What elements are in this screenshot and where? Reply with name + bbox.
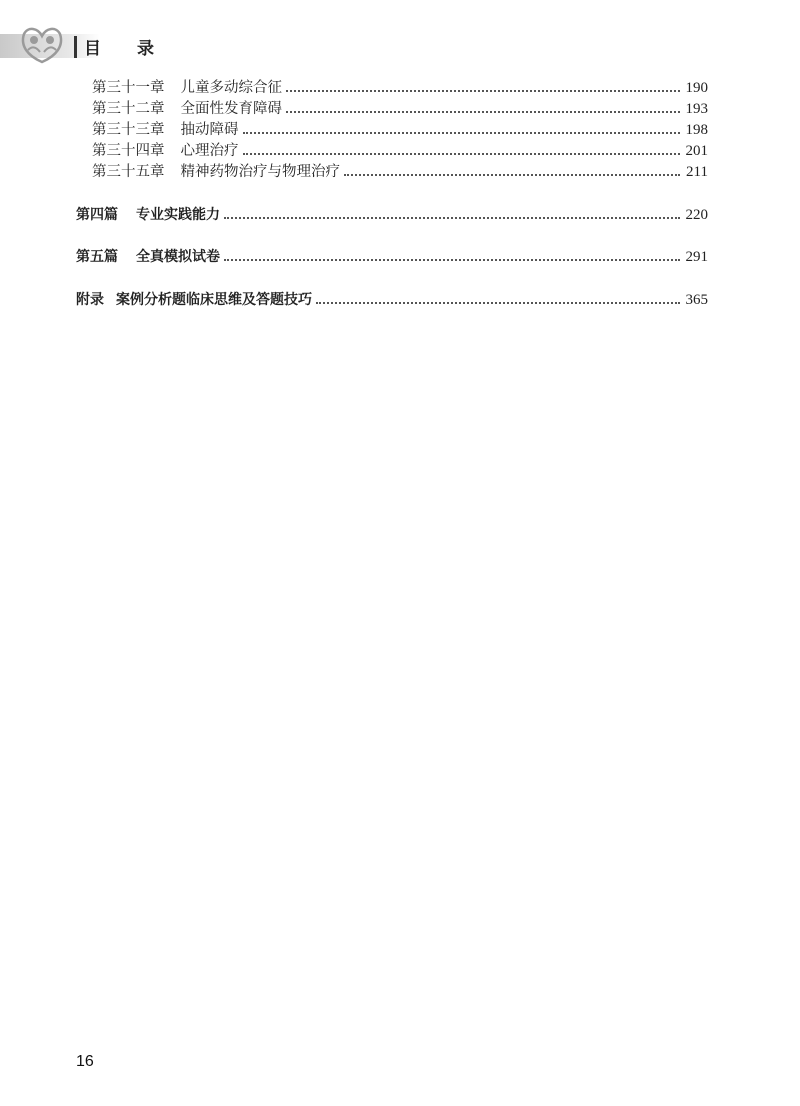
dot-leader [344, 174, 680, 176]
logo-icon [10, 22, 74, 66]
toc-entry-part-4[interactable] [76, 206, 708, 224]
running-header [0, 22, 800, 68]
dot-leader [224, 217, 680, 219]
toc-entry-title: 全面性发育障碍 [180, 101, 282, 117]
toc-entry-title: 全真模拟试卷 [136, 249, 220, 265]
toc-entry-title: 儿童多动综合征 [180, 80, 282, 96]
toc-entry-title: 抽动障碍 [180, 122, 239, 138]
toc-entry-chapter-32[interactable] [92, 100, 708, 118]
page-number: 16 [76, 1053, 94, 1070]
toc-entry-label: 第三十三章 [92, 122, 165, 138]
toc-entry-label: 第三十一章 [92, 80, 165, 96]
toc-entry-page: 211 [686, 164, 708, 180]
toc-entry-label: 附录 [76, 292, 104, 308]
dot-leader [286, 90, 680, 92]
toc-entry-title: 心理治疗 [180, 143, 239, 159]
toc-entry-chapter-34[interactable] [92, 142, 708, 160]
toc-entry-page: 201 [685, 143, 708, 159]
header-title: 目录 [84, 39, 190, 59]
toc-entry-label: 第三十五章 [92, 164, 165, 180]
toc-entry-label: 第五篇 [76, 249, 118, 265]
toc-entry-page: 365 [685, 292, 708, 308]
dot-leader [316, 302, 680, 304]
header-divider [74, 36, 77, 58]
toc-entry-label: 第三十四章 [92, 143, 165, 159]
dot-leader [243, 153, 680, 155]
toc-entry-page: 193 [685, 101, 708, 117]
toc-entry-chapter-35[interactable] [92, 163, 708, 181]
toc-entry-chapter-33[interactable] [92, 121, 708, 139]
toc-entry-page: 291 [685, 249, 708, 265]
toc-entry-label: 第四篇 [76, 207, 118, 223]
toc-entry-title: 专业实践能力 [136, 207, 220, 223]
dot-leader [243, 132, 680, 134]
toc-entry-page: 190 [685, 80, 708, 96]
dot-leader [224, 259, 680, 261]
toc-entry-part-5[interactable] [76, 248, 708, 266]
toc-entry-title: 精神药物治疗与物理治疗 [180, 164, 340, 180]
toc-entry-page: 220 [685, 207, 708, 223]
toc-entry-label: 第三十二章 [92, 101, 165, 117]
toc-entry-title: 案例分析题临床思维及答题技巧 [116, 292, 312, 308]
dot-leader [286, 111, 680, 113]
toc-entry-chapter-31[interactable] [92, 79, 708, 97]
toc-entry-appendix[interactable] [76, 291, 708, 309]
toc-entry-page: 198 [685, 122, 708, 138]
